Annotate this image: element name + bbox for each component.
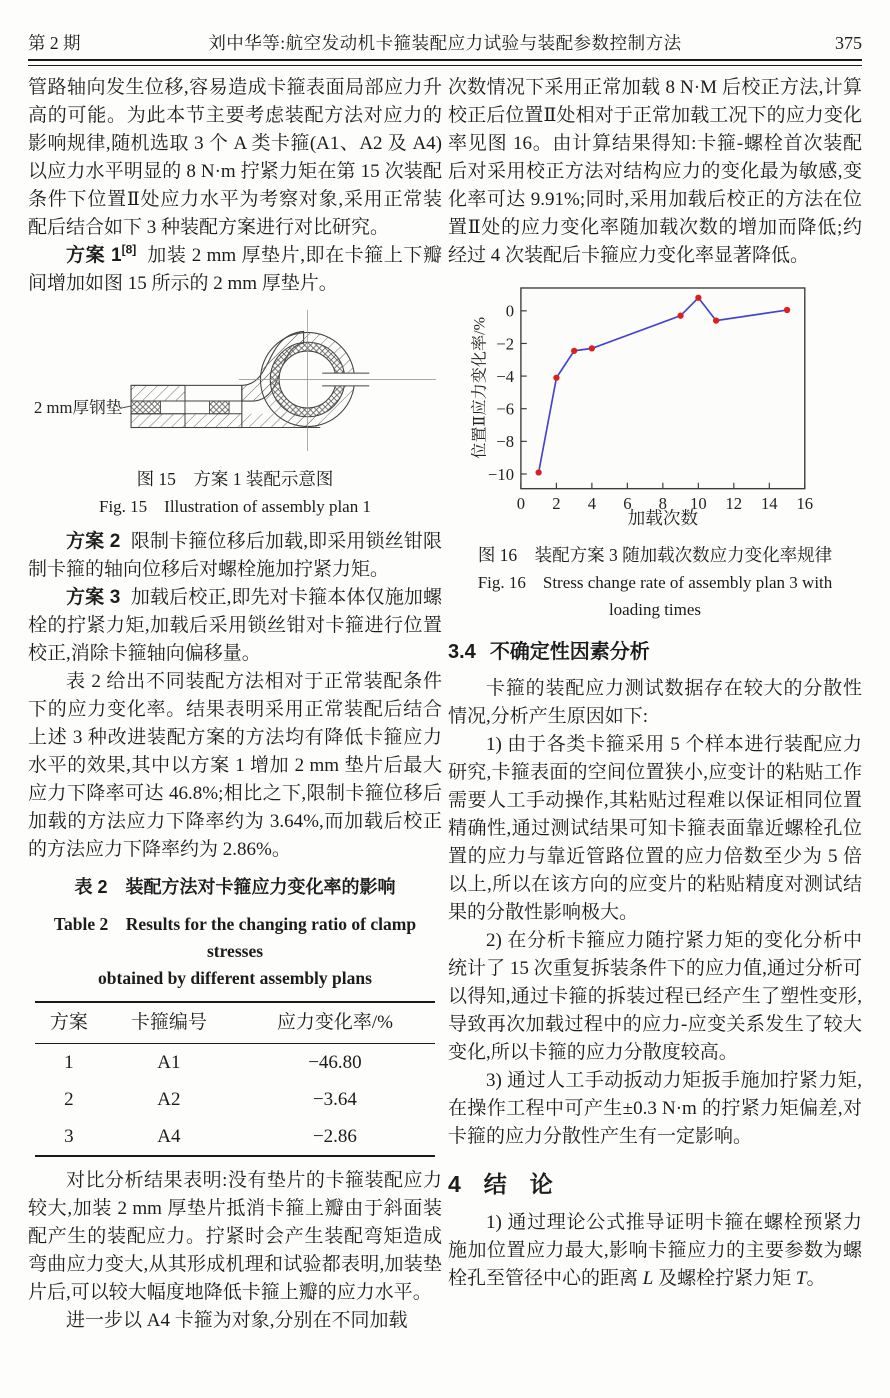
shim-block-left bbox=[131, 401, 160, 414]
variable-T: T bbox=[795, 1268, 807, 1289]
data-point bbox=[571, 348, 577, 354]
section-4-heading bbox=[448, 1171, 862, 1197]
plan3-label: 方案 3 bbox=[66, 587, 121, 608]
table-row bbox=[35, 1081, 435, 1118]
data-point bbox=[784, 307, 790, 313]
fig15-drawing bbox=[28, 304, 440, 453]
x-tick-label: 0 bbox=[516, 494, 526, 514]
conclusion-item bbox=[448, 1209, 862, 1293]
fig15-caption-en: Fig. 15 Illustration of assembly plan 1 bbox=[99, 497, 371, 516]
conclusion-text: 1) 通过理论公式推导证明卡箍在螺栓预紧力施加位置应力最大,影响卡箍应力的主要参数为螺栓孔至管径中心的距离 bbox=[448, 1212, 862, 1289]
left-column bbox=[28, 74, 442, 1335]
data-point bbox=[713, 317, 719, 323]
plan2-label: 方案 2 bbox=[66, 531, 121, 552]
page-header bbox=[28, 30, 862, 55]
paragraph: 卡箍的装配应力测试数据存在较大的分散性情况,分析产生原因如下: bbox=[448, 678, 862, 727]
shim-label: 2 mm厚钢垫 bbox=[34, 397, 123, 417]
data-point bbox=[553, 375, 559, 381]
paragraph: 管路轴向发生位移,容易造成卡箍表面局部应力升高的可能。为此本节主要考虑装配方法对应力的影响规律,随机选取 3 个 A 类卡箍(A1、A2 及 A4)以应力水平明显的 8 N·m 拧紧力矩在第 15 次装配条件下位置Ⅱ处应力水平为考察对象,采用正常装配后结合如下 3 种装配方案进行对比研究。 bbox=[28, 77, 442, 238]
table-row bbox=[35, 1044, 435, 1082]
data-point bbox=[589, 345, 595, 351]
plan3-paragraph bbox=[28, 584, 442, 668]
plan2-text: 限制卡箍位移后加载,即采用锁丝钳限制卡箍的轴向位移后对螺栓施加拧紧力矩。 bbox=[28, 531, 442, 580]
lug-bottom-hatch bbox=[131, 414, 185, 428]
x-tick-label: 2 bbox=[552, 494, 561, 514]
x-tick-label: 16 bbox=[796, 494, 814, 514]
right-column bbox=[448, 74, 862, 1335]
conclusion-text: 及螺栓拧紧力矩 bbox=[653, 1268, 796, 1289]
journal-issue: 第 2 期 bbox=[28, 33, 81, 53]
plan1-paragraph bbox=[28, 242, 442, 298]
y-tick-label: −6 bbox=[496, 399, 515, 419]
cell-clamp-id: A2 bbox=[157, 1088, 181, 1110]
section-title: 结 论 bbox=[483, 1171, 553, 1197]
y-tick-label: −2 bbox=[496, 334, 515, 354]
y-tick-label: −4 bbox=[496, 366, 515, 386]
paragraph: 次数情况下采用正常加载 8 N·M 后校正方法,计算校正后位置Ⅱ处相对于正常加载工况下的应力变化率见图 16。由计算结果得知:卡箍-螺栓首次装配后对采用校正方法对结构应力的变化最为敏感,变化率可达 9.91%;同时,采用加载后校正的方法在位置Ⅱ处的应力变化率随加载次数的增加而降低;约经过 4 次装配后卡箍应力变化率显著降低。 bbox=[448, 77, 862, 266]
data-point bbox=[535, 469, 541, 475]
y-tick-label: −10 bbox=[488, 464, 515, 484]
cell-stress-rate: −46.80 bbox=[308, 1051, 362, 1073]
cell-stress-rate: −3.64 bbox=[312, 1088, 357, 1110]
x-tick-label: 14 bbox=[761, 494, 778, 514]
x-tick-label: 12 bbox=[725, 494, 743, 514]
y-tick-label: −8 bbox=[496, 432, 515, 452]
page-number: 375 bbox=[835, 33, 862, 53]
table-row bbox=[35, 1118, 435, 1156]
list-item: 1) 由于各类卡箍采用 5 个样本进行装配应力研究,卡箍表面的空间位置狭小,应变计的粘贴工作需要人工手动操作,其粘贴过程难以保证相同位置精确性,通过测试结果可知卡箍表面靠近螺栓孔位置的应力与靠近管路位置的应力倍数至少为 5 倍以上,所以在该方向的应变片的粘贴精度对测试结果的分散性影响极大。 bbox=[448, 734, 862, 923]
plan1-text: 加装 2 mm 厚垫片,即在卡箍上下瓣间增加如图 15 所示的 2 mm 厚垫片。 bbox=[28, 245, 442, 294]
paragraph: 表 2 给出不同装配方法相对于正常装配条件下的应力变化率。结果表明采用正常装配后结合上述 3 种改进装配方案的方法均有降低卡箍应力水平的效果,其中以方案 1 增加 2 mm 垫片后最大应力下降率可达 46.8%;相比之下,限制卡箍位移后加载的方法应力下降率约为 3.64%,而加载后校正的方法应力下降率约为 2.86%。 bbox=[28, 671, 442, 860]
variable-L: L bbox=[642, 1268, 654, 1289]
cell-plan: 1 bbox=[64, 1051, 74, 1073]
running-title: 刘中华等:航空发动机卡箍装配应力试验与装配参数控制方法 bbox=[208, 33, 682, 53]
table2-caption-cn: 表 2 装配方法对卡箍应力变化率的影响 bbox=[74, 877, 396, 897]
y-axis-label: 位置Ⅱ应力变化率/% bbox=[471, 316, 489, 459]
table-2 bbox=[35, 1001, 435, 1157]
data-point bbox=[677, 313, 683, 319]
section-3-4-heading bbox=[448, 639, 862, 665]
figure-15 bbox=[28, 304, 442, 462]
fig16-caption-en-1: Fig. 16 Stress change rate of assembly plan 3 with bbox=[477, 573, 833, 592]
fig16-chart bbox=[470, 278, 842, 529]
paragraph: 对比分析结果表明:没有垫片的卡箍装配应力较大,加装 2 mm 厚垫片抵消卡箍上瓣由于斜面装配产生的装配应力。拧紧时会产生装配弯矩造成弯曲应力变大,从其形成机理和试验都表明,加装垫片后,可以较大幅度地降低卡箍上瓣的应力水平。 bbox=[28, 1170, 442, 1303]
section-number: 4 bbox=[448, 1171, 461, 1197]
cell-plan: 3 bbox=[35, 1118, 103, 1156]
fig15-caption-cn: 图 15 方案 1 装配示意图 bbox=[136, 469, 334, 489]
fig16-caption-cn: 图 16 装配方案 3 随加载次数应力变化率规律 bbox=[477, 545, 833, 565]
label-leader-line bbox=[122, 406, 131, 408]
table-header-row bbox=[35, 1002, 435, 1044]
cell-clamp-id: A1 bbox=[157, 1051, 181, 1073]
reference-superscript: [8] bbox=[121, 242, 137, 257]
cell-clamp-id: A4 bbox=[103, 1118, 235, 1156]
two-column-body bbox=[28, 74, 862, 1335]
lug-top-hatch bbox=[131, 385, 185, 401]
plan2-paragraph bbox=[28, 528, 442, 584]
section-number: 3.4 bbox=[448, 641, 476, 663]
fig16-caption-en-2: loading times bbox=[608, 600, 702, 619]
cell-stress-rate: −2.86 bbox=[235, 1118, 435, 1156]
conclusion-text: 。 bbox=[806, 1268, 826, 1289]
x-tick-label: 6 bbox=[623, 494, 632, 514]
list-item: 2) 在分析卡箍应力随拧紧力矩的变化分析中统计了 15 次重复拆装条件下的应力值,通过分析可以得知,通过卡箍的拆装过程已经产生了塑性变形,导致再次加载过程中的应力-应变关系发生了较大变化,所以卡箍的应力分散度较高。 bbox=[448, 930, 862, 1063]
x-tick-label: 10 bbox=[690, 494, 707, 514]
col-header-clamp-id: 卡箍编号 bbox=[103, 1002, 235, 1044]
col-header-stress-rate: 应力变化率/% bbox=[235, 1002, 435, 1044]
data-point bbox=[695, 295, 701, 301]
x-tick-label: 8 bbox=[658, 494, 668, 514]
col-header-plan: 方案 bbox=[35, 1002, 103, 1044]
table2-caption-en-2: obtained by different assembly plans bbox=[98, 968, 372, 988]
x-axis-label: 加载次数 bbox=[627, 507, 699, 528]
plan1-label: 方案 1[8] bbox=[66, 242, 137, 266]
cell-plan: 2 bbox=[64, 1088, 74, 1110]
header-double-rule bbox=[28, 59, 862, 66]
list-item: 3) 通过人工手动扳动力矩扳手施加拧紧力矩,在操作工程中可产生±0.3 N·m 的拧紧力矩偏差,对卡箍的应力分散性产生有一定影响。 bbox=[448, 1070, 862, 1147]
figure-16 bbox=[470, 278, 862, 538]
section-title: 不确定性因素分析 bbox=[489, 641, 650, 663]
table2-caption-en-1: Table 2 Results for the changing ratio of clamp stresses bbox=[53, 914, 417, 961]
plot-box bbox=[521, 288, 805, 489]
y-tick-label: 0 bbox=[505, 301, 515, 321]
shim-block-right bbox=[209, 401, 229, 414]
x-tick-label: 4 bbox=[587, 494, 597, 514]
plan3-text: 加载后校正,即先对卡箍本体仅施加螺栓的拧紧力矩,加载后采用锁丝钳对卡箍进行位置校正,消除卡箍轴向偏移量。 bbox=[28, 587, 442, 664]
paragraph: 进一步以 A4 卡箍为对象,分别在不同加载 bbox=[66, 1310, 408, 1331]
